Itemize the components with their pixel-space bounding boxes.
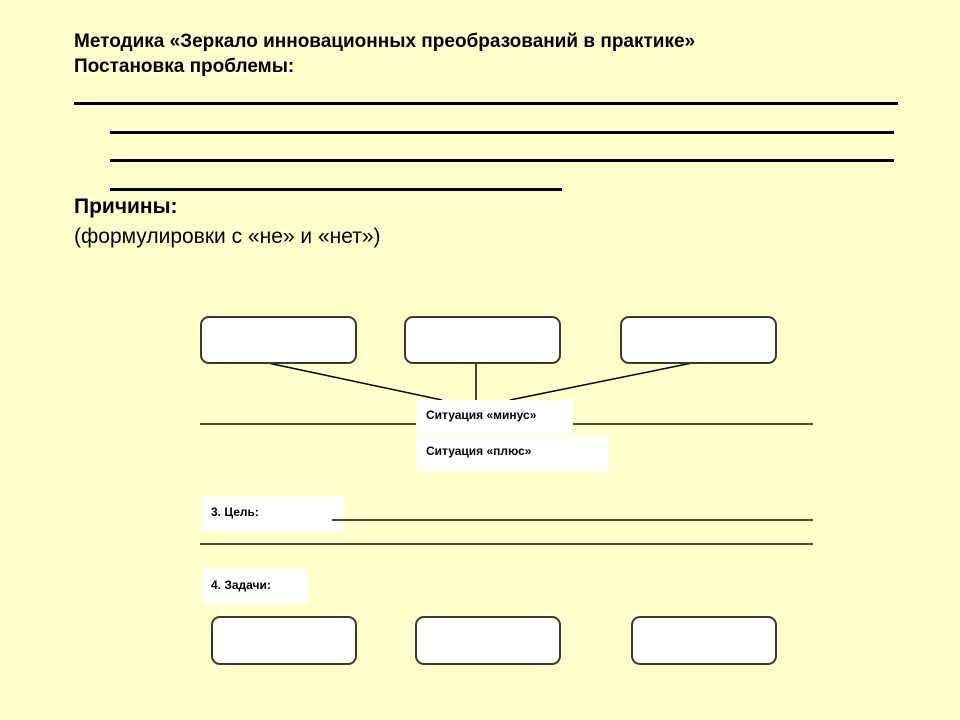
task-box-3[interactable] xyxy=(631,616,777,665)
cause-box-3[interactable] xyxy=(620,316,777,364)
tasks-label xyxy=(202,569,308,604)
situation-plus-text: Ситуация «плюс» xyxy=(426,444,532,458)
goal-line-2[interactable] xyxy=(200,543,813,545)
problem-label: Постановка проблемы: xyxy=(74,56,295,77)
situation-minus-label xyxy=(416,400,573,434)
causes-note: (формулировки с «не» и «нет») xyxy=(74,225,381,248)
goal-line-1[interactable] xyxy=(332,519,813,521)
goal-text: 3. Цель: xyxy=(211,505,259,519)
cause-box-2[interactable] xyxy=(404,316,561,364)
task-box-2[interactable] xyxy=(415,616,561,665)
causes-heading: Причины: xyxy=(74,195,178,218)
task-box-1[interactable] xyxy=(211,616,357,665)
goal-label xyxy=(202,496,344,531)
cause-box-1[interactable] xyxy=(200,316,357,364)
situation-minus-text: Ситуация «минус» xyxy=(426,408,537,422)
situation-plus-label xyxy=(416,436,608,471)
page-title: Методика «Зеркало инновационных преобразований в практике» xyxy=(74,31,696,52)
tasks-text: 4. Задачи: xyxy=(211,578,271,592)
